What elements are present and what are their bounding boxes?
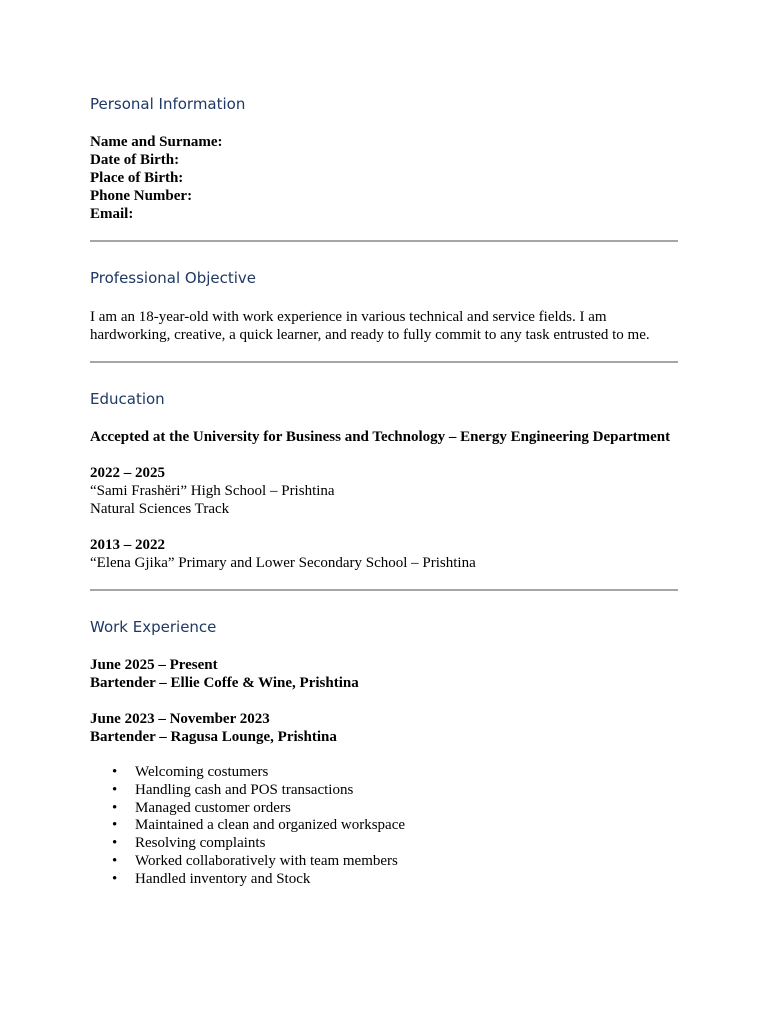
personal-information-heading: Personal Information [90,95,246,113]
duties-list [90,764,405,889]
duty-item: • Welcoming costumers [90,764,405,782]
duty-item: • Resolving complaints [90,835,405,853]
education-school: “Elena Gjika” Primary and Lower Secondary School – Prishtina [90,555,476,571]
birth-date-field-label: Date of Birth: [90,152,180,168]
section-divider [90,240,678,242]
objective-text-line: hardworking, creative, a quick learner, and ready to fully commit to any task entrusted to me. [90,327,650,343]
birth-place-field-label: Place of Birth: [90,170,184,186]
professional-objective-heading: Professional Objective [90,269,257,287]
phone-field-label: Phone Number: [90,188,193,204]
job-dates: June 2025 – Present [90,657,218,673]
duty-item: • Managed customer orders [90,800,405,818]
education-school: “Sami Frashëri” High School – Prishtina [90,483,335,499]
university-acceptance: Accepted at the University for Business and Technology – Energy Engineering Department [90,429,671,445]
education-track: Natural Sciences Track [90,501,230,517]
email-field-label: Email: [90,206,134,222]
job-dates: June 2023 – November 2023 [90,711,270,727]
education-years: 2022 – 2025 [90,465,165,481]
education-heading: Education [90,390,165,408]
name-field-label: Name and Surname: [90,134,223,150]
objective-text-line: I am an 18-year-old with work experience in various technical and service fields. I am [90,309,607,325]
education-years: 2013 – 2022 [90,537,165,553]
job-title: Bartender – Ellie Coffe & Wine, Prishtina [90,675,359,691]
job-title: Bartender – Ragusa Lounge, Prishtina [90,729,337,745]
section-divider [90,589,678,591]
duty-item: • Maintained a clean and organized workspace [90,817,405,835]
work-experience-heading: Work Experience [90,618,217,636]
duty-item: • Handling cash and POS transactions [90,782,405,800]
section-divider [90,361,678,363]
duty-item: • Handled inventory and Stock [90,871,405,889]
duty-item: • Worked collaboratively with team members [90,853,405,871]
